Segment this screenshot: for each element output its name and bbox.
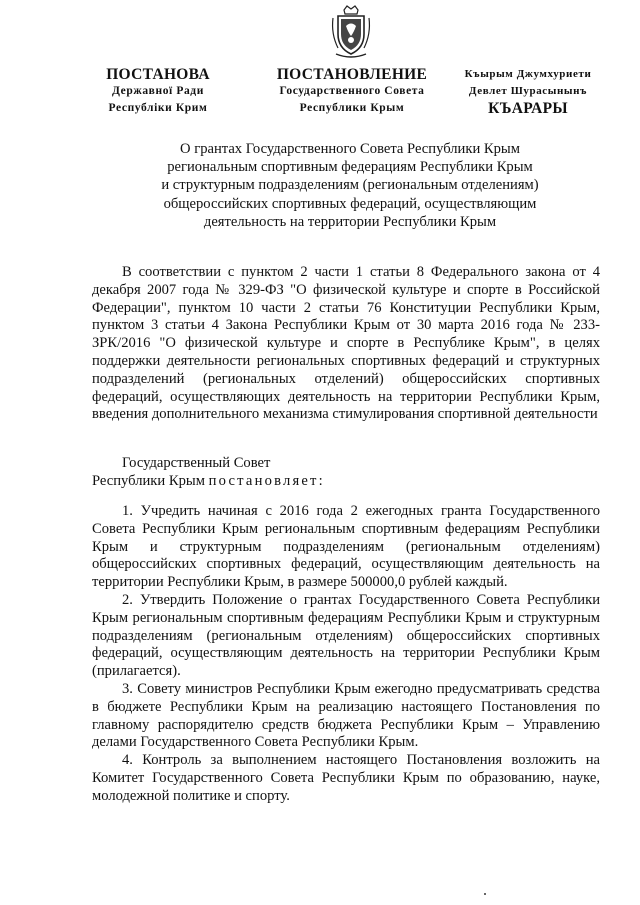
council-line2-prefix: Республики Крым xyxy=(92,472,209,489)
header-ru-title: ПОСТАНОВЛЕНИЕ xyxy=(276,66,428,83)
header-ua-line1: Державної Ради xyxy=(112,85,204,97)
title-line: и структурным подразделениям (региональным отделениям) xyxy=(161,177,539,194)
header-ru-line2: Республики Крым xyxy=(299,102,405,114)
resolution-items xyxy=(92,503,600,806)
council-line1: Государственный Совет xyxy=(122,455,271,471)
document-title xyxy=(120,140,580,231)
header-crimean-tatar xyxy=(452,66,604,117)
header-ct-line1: Къырым Джумхуриети xyxy=(464,68,592,80)
title-line: деятельность на территории Республики Крым xyxy=(203,213,497,230)
scan-speck xyxy=(484,893,486,895)
header-ukrainian xyxy=(92,66,224,117)
resolution-item-2: 2. Утвердить Положение о грантах Государственного Совета Республики Крым региональным спортивным федерациям Республики Крым и структурным подразделениям (региональным отделениям) общероссийских спортивных федераций, осуществляющим деятельность на территории Республики Крым (прилагается). xyxy=(92,591,600,680)
header-ct-title: КЪАРАРЫ xyxy=(488,100,568,117)
header-russian xyxy=(272,66,432,117)
resolution-item-1: 1. Учредить начиная с 2016 года 2 ежегодных гранта Государственного Совета Республики Крым региональным спортивным федерациям Республики Крым и структурным подразделениям (региональным отделениям) общероссийских спортивных федераций, осуществляющим деятельность на территории Республики Крым, в размере 500000,0 рублей каждый. xyxy=(92,503,600,591)
coat-of-arms-emblem xyxy=(330,4,372,58)
header-ua-title: ПОСТАНОВА xyxy=(106,66,210,83)
title-line: общероссийских спортивных федераций, осуществляющим xyxy=(163,195,537,212)
council-decides: постановляет: xyxy=(208,472,325,489)
resolution-item-4: 4. Контроль за выполнением настоящего Постановления возложить на Комитет Государственного Совета Республики Крым по образованию, науке, молодежной политике и спорту. xyxy=(92,752,600,804)
council-resolution-line xyxy=(92,455,325,491)
title-line: О грантах Государственного Совета Республики Крым xyxy=(180,141,520,157)
header-ru-line1: Государственного Совета xyxy=(279,85,425,97)
header-ua-line2: Республіки Крим xyxy=(108,102,208,114)
preamble-paragraph: В соответствии с пунктом 2 части 1 статьи 8 Федерального закона от 4 декабря 2007 года № 329-ФЗ "О физической культуре и спорте в Российской Федерации", пунктом 10 части 2 статьи 76 Конституции Республики Крым, пунктом 3 статьи 4 Закона Республики Крым от 30 марта 2016 года № 233-ЗРК/2016 "О физической культуре и спорте в Республике Крым", в целях поддержки деятельности региональных спортивных федераций и структурных подразделений (региональных отделений) общероссийских спортивных федераций, осуществляющих деятельность на территории Республики Крым, введения дополнительного механизма стимулирования спортивной деятельности xyxy=(92,264,600,423)
header-ct-line2: Девлет Шурасынынъ xyxy=(468,85,588,97)
council-line2 xyxy=(92,473,325,491)
preamble-block xyxy=(92,264,600,424)
title-line: региональным спортивным федерациям Республики Крым xyxy=(167,159,533,176)
resolution-item-3: 3. Совету министров Республики Крым ежегодно предусматривать средства в бюджете Республики Крым на реализацию настоящего Постановления по главному распорядителю средств бюджета Республики Крым – Управлению делами Государственного Совета Республики Крым. xyxy=(92,680,600,751)
